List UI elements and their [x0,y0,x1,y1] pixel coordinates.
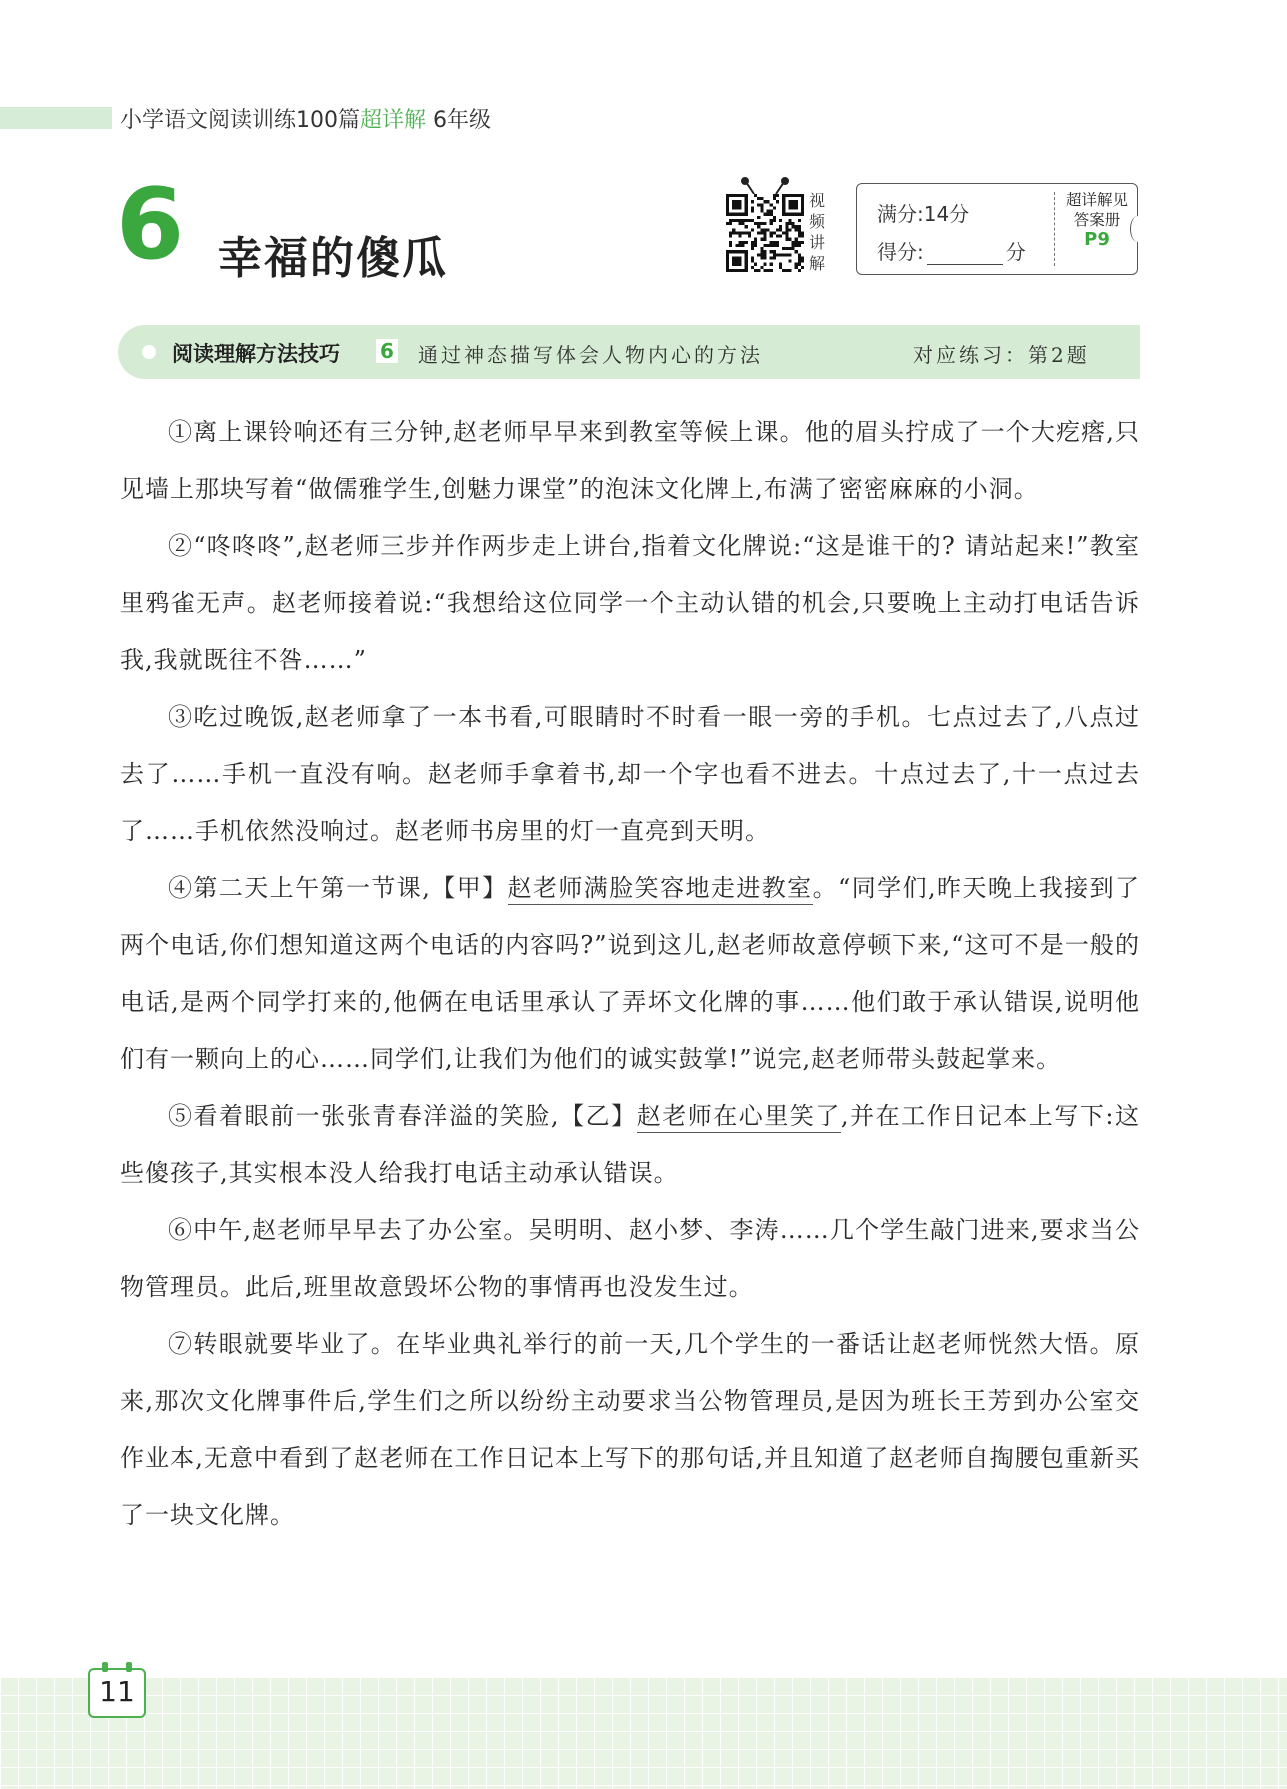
paragraph: ②“咚咚咚”,赵老师三步并作两步走上讲台,指着文化牌说:“这是谁干的? 请站起来!”教室里鸦雀无声。赵老师接着说:“我想给这位同学一个主动认错的机会,只要晚上主动打电话告诉我,我就既往不咎……” [120,532,1140,674]
method-label: 阅读理解方法技巧 [172,342,340,366]
page-number-text: 11 [99,1675,135,1708]
score-blank[interactable] [927,246,1003,265]
lesson-title: 幸福的傻瓜 [218,233,448,284]
qr-label-char: 频 [808,212,825,231]
qr-code-video[interactable] [724,176,806,272]
paragraph: ⑥中午,赵老师早早去了办公室。吴明明、赵小梦、李涛……几个学生敲门进来,要求当公物管理员。此后,班里故意毁坏公物的事情再也没发生过。 [120,1216,1140,1301]
grade-label: 6年级 [433,108,492,133]
book-title: 小学语文阅读训练100篇 [120,108,360,133]
paragraph-text: ④第二天上午第一节课,【甲】 [168,874,508,902]
page-number [88,1668,146,1718]
lesson-number: 6 [116,168,185,282]
score-unit: 分 [1005,240,1026,264]
paragraph: ⑦转眼就要毕业了。在毕业典礼举行的前一天,几个学生的一番话让赵老师恍然大悟。原来,那次文化牌事件后,学生们之所以纷纷主动要求当公物管理员,是因为班长王芳到办公室交作业本,无意中看到了赵老师在工作日记本上写下的那句话,并且知道了赵老师自掏腰包重新买了一块文化牌。 [120,1330,1140,1529]
answer-ref-line2: 答案册 [1073,211,1121,229]
article-body [120,404,1140,1544]
bullet-dot-icon [142,345,156,359]
method-number: 6 [376,339,398,363]
method-description: 通过神态描写体会人物内心的方法 [418,343,763,367]
method-practice-ref: 对应练习：第2题 [913,343,1090,367]
answer-ref-line1: 超详解见 [1065,191,1128,209]
header-band [0,107,112,129]
answer-ref-page: P9 [1084,229,1110,250]
calendar-ring-icon [102,1662,108,1672]
score-field [877,236,1026,265]
paragraph-text: 。“同学们,昨天晚上我接到了两个电话,你们想知道这两个电话的内容吗?”说到这儿,赵老师故意停顿下来,“这可不是一般的电话,是两个同学打来的,他俩在电话里承认了弄坏文化牌的事……他们敢于承认错误,说明他们有一颗向上的心……同学们,让我们为他们的诚实鼓掌!”说完,赵老师带头鼓起掌来。 [120,874,1140,1073]
paragraph-text: ⑤看着眼前一张张青春洋溢的笑脸,【乙】 [168,1102,637,1130]
video-explain-label [806,190,828,274]
score-divider [1054,192,1055,266]
book-header [120,103,491,134]
qr-label-char: 解 [808,254,825,273]
score-box-notch [1130,216,1145,242]
qr-label-char: 视 [808,191,825,210]
footer-grid [0,1677,1287,1789]
paragraph [120,860,1140,1088]
answer-reference [1057,190,1137,250]
score-label: 得分: [877,240,924,264]
paragraph: ③吃过晚饭,赵老师拿了一本书看,可眼睛时不时看一眼一旁的手机。七点过去了,八点过去了……手机一直没有响。赵老师手拿着书,却一个字也看不进去。十点过去了,十一点过去了……手机依然没响过。赵老师书房里的灯一直亮到天明。 [120,703,1140,845]
method-tip-band [118,325,1140,379]
tv-antenna-icon [724,176,806,196]
score-box [856,183,1138,275]
calendar-ring-icon [126,1662,132,1672]
underlined-sentence-yi: 赵老师在心里笑了 [637,1102,841,1133]
paragraph-text: ,并在工作日记本上写下:这些傻孩子,其实根本没人给我打电话主动承认错误。 [120,1102,1140,1187]
qr-code-icon [726,194,804,272]
full-score: 满分:14分 [877,202,970,226]
paragraph: ①离上课铃响还有三分钟,赵老师早早来到教室等候上课。他的眉头拧成了一个大疙瘩,只见墙上那块写着“做儒雅学生,创魅力课堂”的泡沫文化牌上,布满了密密麻麻的小洞。 [120,418,1140,503]
paragraph [120,1088,1140,1202]
accent-label: 超详解 [360,108,427,133]
underlined-sentence-jia: 赵老师满脸笑容地走进教室 [508,874,813,905]
qr-label-char: 讲 [808,233,825,252]
